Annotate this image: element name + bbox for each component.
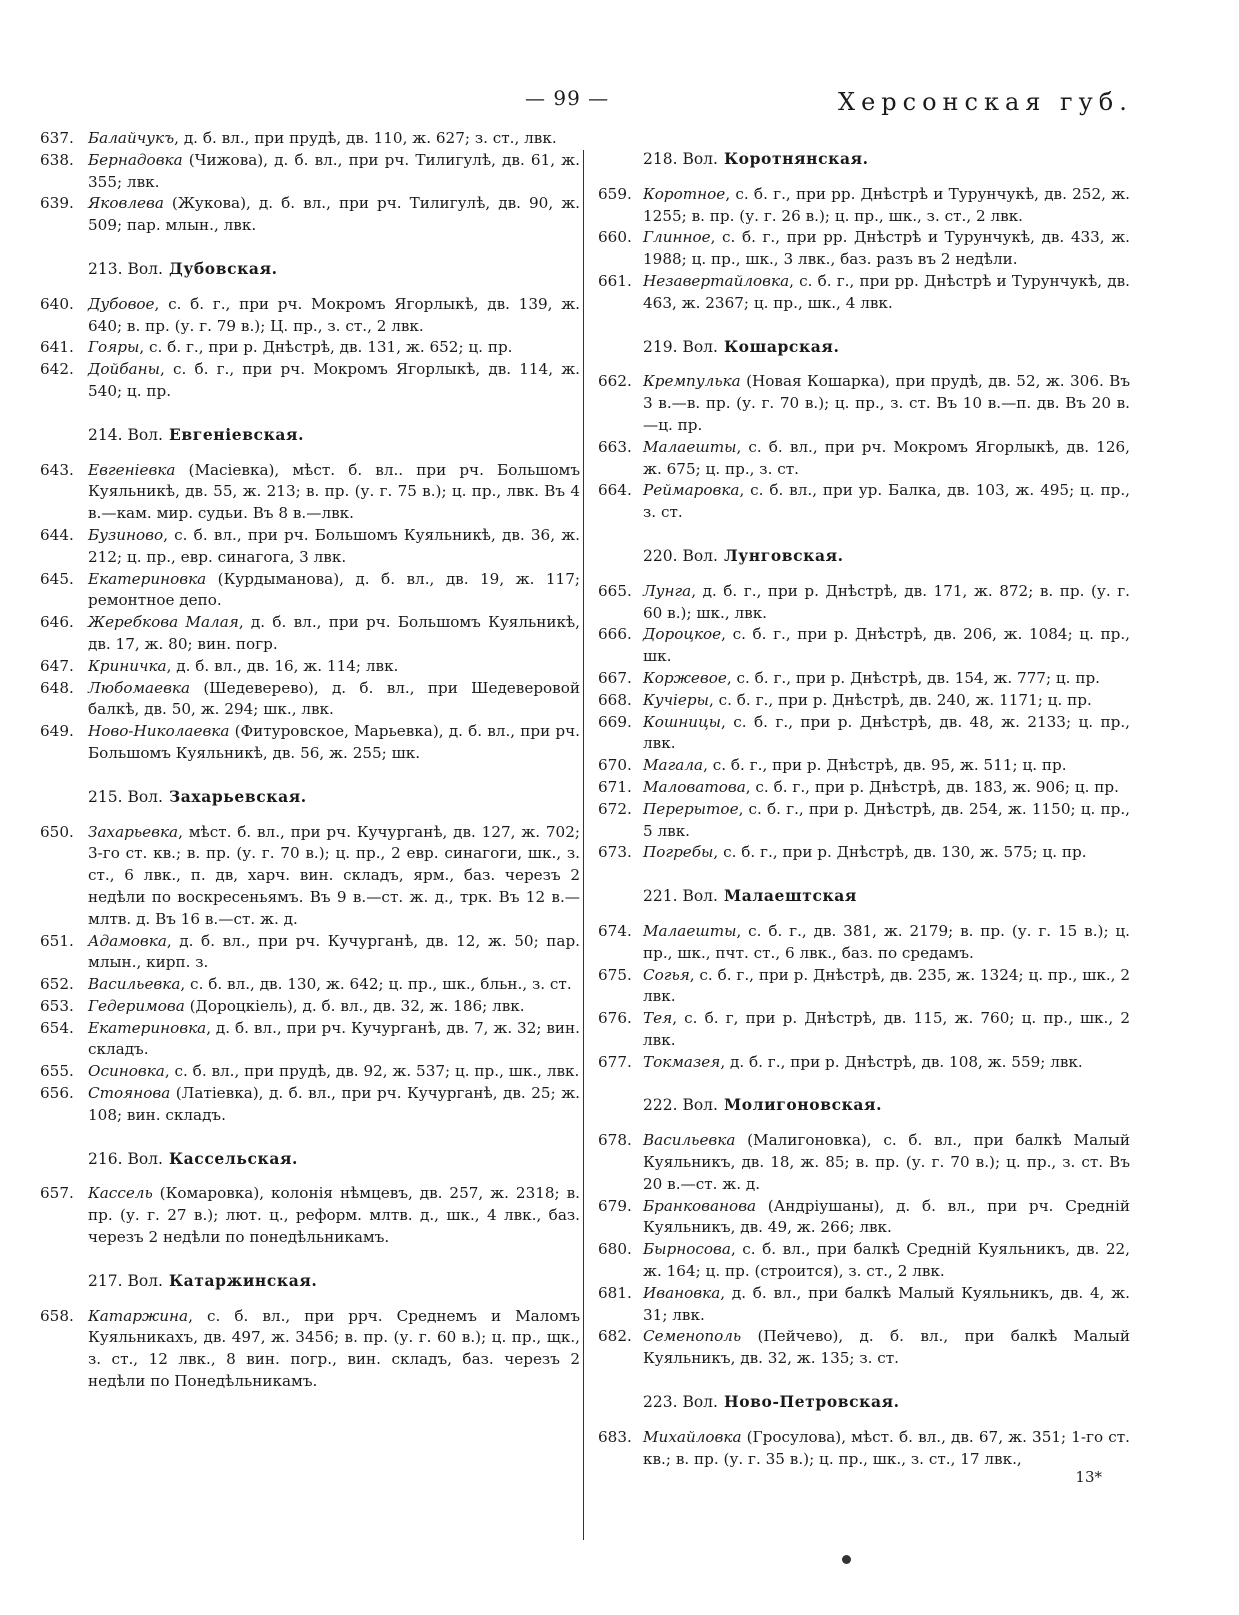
entry-name: Магала: [643, 756, 704, 775]
entry-number: 650.: [40, 822, 74, 841]
entry-text: (Шедеверево), д. б. вл., при Шедеверовой балкѣ, дв. 50, ж. 294; шк., лвк.: [88, 678, 580, 719]
section-number: 223.: [643, 1393, 678, 1412]
entry-number: 683.: [598, 1427, 632, 1446]
entry-name: Криничка: [88, 656, 167, 675]
gazetteer-entry: [598, 1196, 1130, 1240]
gazetteer-entry: [598, 690, 1130, 712]
entry-number: 646.: [40, 613, 74, 632]
section-prefix: Вол.: [682, 546, 718, 565]
section-number: 218.: [643, 150, 678, 168]
entry-text: , с. б. г., при рч. Мокромъ Ягорлыкѣ, дв. 114, ж. 540; ц. пр.: [88, 360, 580, 400]
entry-number: 665.: [598, 581, 632, 600]
gazetteer-entry: [598, 184, 1130, 228]
entry-text: (Масіевка), мѣст. б. вл.. при рч. Большомъ Куяльникѣ, дв. 55, ж. 213; в. пр. (у. г. 75 в.); ц. пр., лвк. Въ 4 в.—кам. мир. судьи. Въ 8 в.—лвк.: [88, 460, 580, 523]
gazetteer-entry: [598, 712, 1130, 756]
entry-number: 656.: [40, 1084, 74, 1103]
gazetteer-entry: [598, 227, 1130, 271]
left-column: [40, 128, 580, 1393]
entry-name: Любомаевка: [88, 678, 191, 697]
entry-text: (Дороцкіель), д. б. вл., дв. 32, ж. 186; лвк.: [184, 996, 525, 1015]
entry-text: , с. б. г., при р. Днѣстрѣ, дв. 240, ж. 1171; ц. пр.: [708, 690, 1092, 709]
section-number: 214.: [88, 425, 123, 444]
entry-text: (Андріушаны), д. б. вл., при рч. Средній Куяльникъ, дв. 49, ж. 266; лвк.: [643, 1196, 1130, 1237]
entry-text: , мѣст. б. вл., при рч. Кучурганѣ, дв. 127, ж. 702; 3-го ст. кв.; в. пр. (у. г. 70 в.); ц. пр., 2 евр. синагоги, шк., з. ст., 6 лвк., п. дв, харч. вин. складъ, ярм., баз. черезъ 2 недѣли по воскресеньямъ. Въ 9 в.—ст. ж. д., трк. Въ 12 в.—млтв. д. Въ 16 в.—ст. ж. д.: [88, 822, 580, 928]
entry-name: Захарьевка: [88, 822, 179, 841]
section-name: Кошарская.: [723, 336, 840, 356]
entry-text: , с. б. г, при р. Днѣстрѣ, дв. 115, ж. 760; ц. пр., шк., 2 лвк.: [643, 1009, 1130, 1049]
entry-name: Малаешты: [643, 437, 737, 456]
entry-number: 651.: [40, 931, 74, 950]
entry-name: Незавертайловка: [643, 271, 790, 290]
entry-number: 644.: [40, 525, 74, 544]
entry-name: Тея: [643, 1009, 673, 1028]
entry-text: , с. б. г., при р. Днѣстрѣ, дв. 130, ж. 575; ц. пр.: [713, 843, 1087, 862]
entry-name: Балайчукъ: [88, 129, 175, 147]
entry-name: Бырносова: [643, 1240, 731, 1259]
entry-name: Екатериновка: [88, 1018, 207, 1037]
entry-name: Васильевка: [88, 975, 181, 994]
entry-number: 681.: [598, 1283, 632, 1302]
entry-name: Жеребкова Малая: [88, 613, 239, 632]
section-name: Коротнянская.: [723, 149, 869, 168]
entry-text: (Новая Кошарка), при прудѣ, дв. 52, ж. 306. Въ 3 в.—в. пр. (у. г. 70 в.); ц. пр., з. ст. Въ 10 в.—п. дв. Въ 20 в.—ц. пр.: [643, 372, 1130, 434]
entry-number: 637.: [40, 129, 74, 147]
entry-name: Дойбаны: [88, 360, 160, 379]
entry-name: Бранкованова: [643, 1196, 757, 1215]
entry-text: , с. б. г., при р. Днѣстрѣ, дв. 254, ж. 1150; ц. пр., 5 лвк.: [643, 799, 1130, 840]
section-name: Малаештская: [723, 886, 857, 906]
entry-text: , д. б. г., при р. Днѣстрѣ, дв. 171, ж. 872; в. пр. (у. г. 60 в.); шк., лвк.: [643, 581, 1130, 622]
entry-number: 664.: [598, 481, 632, 500]
entry-number: 648.: [40, 678, 74, 697]
entry-number: 659.: [598, 184, 632, 203]
section-prefix: Вол.: [127, 787, 163, 806]
entry-text: , д. б. вл., при рч. Кучурганѣ, дв. 12, ж. 50; пар. млын., кирп. з.: [88, 931, 580, 972]
entry-name: Кремпулька: [643, 372, 741, 391]
gazetteer-entry: [40, 128, 580, 150]
entry-number: 641.: [40, 338, 74, 357]
entry-text: , д. б. вл., при рч. Большомъ Куяльникѣ, дв. 17, ж. 80; вин. погр.: [88, 613, 580, 653]
entry-text: , с. б. г., при рч. Мокромъ Ягорлыкѣ, дв. 139, ж. 640; в. пр. (у. г. 79 в.); Ц. пр., з. ст., 2 лвк.: [88, 294, 580, 335]
section-name: Кассельская.: [168, 1148, 299, 1168]
section-number: 221.: [643, 887, 678, 906]
entry-number: 679.: [598, 1196, 632, 1215]
signature-mark: 13*: [1075, 1468, 1102, 1487]
gazetteer-entry: [598, 921, 1130, 965]
gazetteer-entry: [598, 965, 1130, 1009]
entry-name: Коротное: [643, 184, 726, 203]
section-prefix: Вол.: [127, 259, 163, 278]
entry-text: (Жукова), д. б. вл., при рч. Тилигулѣ, дв. 90, ж. 509; пар. млын., лвк.: [88, 194, 580, 235]
entry-name: Семенополь: [643, 1327, 742, 1346]
gazetteer-entry: [598, 480, 1130, 524]
entry-text: (Чижова), д. б. вл., при рч. Тилигулѣ, дв. 61, ж. 355; лвк.: [88, 150, 580, 191]
entry-name: Кошницы: [643, 712, 722, 731]
gazetteer-entry: [40, 294, 580, 338]
entry-number: 680.: [598, 1240, 632, 1259]
section-heading: [88, 424, 580, 447]
section-number: 217.: [88, 1271, 123, 1290]
section-prefix: Вол.: [682, 150, 718, 168]
entry-name: Маловатова: [643, 777, 746, 796]
gazetteer-entry: [40, 931, 580, 975]
entry-text: , с. б. г., при р. Днѣстрѣ, дв. 154, ж. 777; ц. пр.: [726, 668, 1100, 687]
gazetteer-entry: [598, 755, 1130, 777]
section-number: 216.: [88, 1149, 123, 1168]
gazetteer-entry: [40, 822, 580, 931]
entry-text: (Латіевка), д. б. вл., при рч. Кучурганѣ, дв. 25; ж. 108; вин. складъ.: [88, 1084, 580, 1124]
entry-number: 678.: [598, 1131, 632, 1150]
gazetteer-entry: [598, 624, 1130, 668]
entry-number: 671.: [598, 777, 632, 796]
entry-name: Бузиново: [88, 525, 164, 544]
entry-text: , д. б. вл., при прудѣ, дв. 110, ж. 627; з. ст., лвк.: [174, 129, 557, 147]
entry-number: 672.: [598, 799, 632, 818]
section-prefix: Вол.: [127, 1271, 163, 1290]
entry-text: , с. б. г., при р. Днѣстрѣ, дв. 183, ж. 906; ц. пр.: [745, 777, 1119, 796]
entry-number: 645.: [40, 569, 74, 588]
section-heading: [643, 336, 1130, 359]
gazetteer-entry: [598, 1239, 1130, 1283]
entry-text: , с. б. вл., при балкѣ Средній Куяльникъ, дв. 22, ж. 164; ц. пр. (строится), з. ст., 2 лвк.: [643, 1240, 1130, 1281]
entry-number: 673.: [598, 843, 632, 862]
entry-name: Яковлева: [88, 194, 164, 213]
entry-number: 638.: [40, 150, 74, 169]
gazetteer-entry: [598, 1283, 1130, 1327]
entry-text: , д. б. вл., дв. 16, ж. 114; лвк.: [166, 656, 399, 675]
entry-name: Перерытое: [643, 799, 739, 818]
entry-name: Корж​евое: [643, 668, 727, 687]
gazetteer-entry: [40, 1083, 580, 1127]
section-heading: [643, 545, 1130, 568]
entry-number: 677.: [598, 1052, 632, 1071]
entry-name: Дороцкое: [643, 625, 722, 644]
entry-text: , с. б. г., при р. Днѣстрѣ, дв. 235, ж. 1324; ц. пр., шк., 2 лвк.: [643, 965, 1130, 1006]
gazetteer-entry: [598, 1427, 1130, 1471]
section-prefix: Вол.: [682, 337, 718, 356]
page-title: Херсонская губ.: [838, 88, 1133, 116]
gazetteer-entry: [598, 1052, 1130, 1074]
entry-name: Кассель: [88, 1184, 153, 1203]
entry-name: Екатериновка: [88, 569, 207, 588]
section-prefix: Вол.: [127, 425, 163, 444]
gazetteer-entry: [598, 799, 1130, 843]
entry-text: , с. б. г., при р. Днѣстрѣ, дв. 95, ж. 511; ц. пр.: [703, 756, 1067, 775]
section-name: Катаржинская.: [168, 1270, 318, 1290]
gazetteer-entry: [598, 777, 1130, 799]
gazetteer-entry: [40, 656, 580, 678]
entry-name: Ивановка: [643, 1283, 721, 1302]
section-prefix: Вол.: [682, 887, 718, 906]
entry-text: (Гросулова), мѣст. б. вл., дв. 67, ж. 351; 1-го ст. кв.; в. пр. (у. г. 35 в.); ц. пр., шк., з. ст., 17 лвк.,: [643, 1427, 1130, 1468]
entry-name: Адамовка: [88, 931, 167, 950]
section-number: 222.: [643, 1096, 678, 1115]
entry-number: 670.: [598, 756, 632, 775]
gazetteer-entry: [598, 437, 1130, 481]
entry-number: 639.: [40, 194, 74, 213]
section-number: 215.: [88, 787, 123, 806]
entry-name: Реймаровка: [643, 481, 740, 500]
entry-number: 657.: [40, 1184, 74, 1203]
entry-text: (Фитуровское, Марьевка), д. б. вл., при рч. Большомъ Куяльникѣ, дв. 56, ж. 255; шк.: [88, 722, 580, 762]
section-name: Лунговская.: [723, 545, 844, 565]
gazetteer-entry: [40, 1061, 580, 1083]
gazetteer-entry: [40, 460, 580, 525]
entry-number: 663.: [598, 437, 632, 456]
section-number: 219.: [643, 337, 678, 356]
entry-text: , д. б. вл., при рч. Кучурганѣ, дв. 7, ж. 32; вин. складъ.: [88, 1018, 580, 1059]
gazetteer-entry: [598, 581, 1130, 625]
ink-dot: [842, 1555, 851, 1564]
section-heading: [88, 258, 580, 281]
gazetteer-entry: [598, 1008, 1130, 1052]
entry-name: Согья: [643, 965, 690, 984]
entry-number: 661.: [598, 271, 632, 290]
entry-name: Ново-Николаевка: [88, 722, 230, 741]
section-prefix: Вол.: [127, 1149, 163, 1168]
section-name: Захарьевская.: [168, 786, 307, 806]
entry-name: Глинное: [643, 228, 711, 247]
entry-name: Кучіеры: [643, 690, 709, 709]
gazetteer-entry: [40, 1306, 580, 1393]
entry-number: 667.: [598, 668, 632, 687]
entry-number: 669.: [598, 712, 632, 731]
entry-text: , с. б. вл., при ррч. Среднемъ и Маломъ Куяльникахъ, дв. 497, ж. 3456; в. пр. (у. г. 60 в.); ц. пр., щк., з. ст., 12 лвк., 8 вин. погр., вин. складъ, баз. черезъ 2 недѣли по Понедѣльникамъ.: [88, 1306, 580, 1391]
entry-number: 660.: [598, 228, 632, 247]
gazetteer-entry: [598, 371, 1130, 436]
entry-name: Погребы: [643, 843, 714, 862]
entry-number: 662.: [598, 372, 632, 391]
section-heading: [88, 1270, 580, 1293]
entry-number: 653.: [40, 996, 74, 1015]
entry-number: 668.: [598, 690, 632, 709]
entry-number: 666.: [598, 625, 632, 644]
section-number: 213.: [88, 259, 123, 278]
gazetteer-entry: [40, 569, 580, 613]
gazetteer-entry: [40, 359, 580, 403]
gazetteer-entry: [598, 668, 1130, 690]
section-heading: [643, 1391, 1130, 1414]
section-heading: [643, 1094, 1130, 1117]
entry-text: , с. б. г., при рр. Днѣстрѣ и Турунчукѣ, дв. 433, ж. 1988; ц. пр., шк., 3 лвк., баз. разъ въ 2 недѣли.: [643, 228, 1130, 269]
gazetteer-entry: [40, 721, 580, 765]
section-heading: [88, 786, 580, 809]
entry-text: , д. б. вл., при балкѣ Малый Куяльникъ, дв. 4, ж. 31; лвк.: [643, 1283, 1130, 1324]
entry-text: , с. б. г., при р. Днѣстрѣ, дв. 206, ж. 1084; ц. пр., шк.: [643, 625, 1130, 666]
entry-text: (Курдыманова), д. б. вл., дв. 19, ж. 117; ремонтное депо.: [88, 569, 580, 610]
gazetteer-entry: [40, 193, 580, 237]
entry-name: Малаешты: [643, 921, 737, 940]
section-name: Евгеніевская.: [168, 424, 305, 444]
entry-name: Стоянова: [88, 1084, 171, 1103]
entry-number: 655.: [40, 1062, 74, 1081]
gazetteer-entry: [40, 612, 580, 656]
gazetteer-entry: [40, 996, 580, 1018]
right-column: [598, 128, 1130, 1487]
gazetteer-entry: [40, 974, 580, 996]
entry-number: 642.: [40, 360, 74, 379]
entry-text: , с. б. г., при р. Днѣстрѣ, дв. 48, ж. 2133; ц. пр., лвк.: [643, 712, 1130, 753]
entry-name: Васильевка: [643, 1131, 736, 1150]
column-divider: [583, 150, 584, 1540]
entry-name: Бернадовка: [88, 150, 183, 169]
section-number: 220.: [643, 546, 678, 565]
gazetteer-entry: [598, 1130, 1130, 1195]
entry-number: 649.: [40, 722, 74, 741]
entry-number: 654.: [40, 1018, 74, 1037]
gazetteer-entry: [40, 678, 580, 722]
section-prefix: Вол.: [682, 1096, 718, 1115]
page-number: — 99 —: [525, 86, 610, 110]
entry-number: 647.: [40, 656, 74, 675]
gazetteer-entry: [40, 337, 580, 359]
gazetteer-entry: [598, 842, 1130, 864]
entry-text: (Малигоновка), с. б. вл., при балкѣ Малый Куяльникъ, дв. 18, ж. 85; в. пр. (у. г. 70 в.); ц. пр., з. ст. Въ 20 в.—ст. ж. д.: [643, 1131, 1130, 1193]
entry-name: Гояры: [88, 338, 140, 357]
section-name: Ново-Петровская.: [723, 1392, 900, 1412]
section-name: Дубовская.: [168, 258, 278, 278]
section-heading: [88, 1148, 580, 1171]
entry-number: 675.: [598, 965, 632, 984]
entry-number: 674.: [598, 921, 632, 940]
entry-name: Лунга: [643, 581, 692, 600]
entry-number: 658.: [40, 1306, 74, 1325]
entry-number: 643.: [40, 460, 74, 479]
entry-text: , с. б. вл., при рч. Большомъ Куяльникѣ, дв. 36, ж. 212; ц. пр., евр. синагога, 3 лвк.: [88, 525, 580, 566]
entry-text: , с. б. г., при рр. Днѣстрѣ и Турунчукѣ, дв. 252, ж. 1255; в. пр. (у. г. 26 в.); ц. пр., шк., з. ст., 2 лвк.: [643, 184, 1130, 225]
entry-text: , с. б. г., при рр. Днѣстрѣ и Турунчукѣ, дв. 463, ж. 2367; ц. пр., шк., 4 лвк.: [643, 271, 1130, 312]
entry-name: Евгеніевка: [88, 460, 176, 479]
entry-text: , с. б. вл., при ур. Балка, дв. 103, ж. 495; ц. пр., з. ст.: [643, 481, 1130, 522]
entry-number: 652.: [40, 975, 74, 994]
entry-text: , с. б. вл., при рч. Мокромъ Ягорлыкѣ, дв. 126, ж. 675; ц. пр., з. ст.: [643, 437, 1130, 478]
entry-name: Катаржина: [88, 1306, 189, 1325]
entry-name: Гедеримова: [88, 996, 185, 1015]
section-prefix: Вол.: [682, 1393, 718, 1412]
entry-number: 676.: [598, 1009, 632, 1028]
gazetteer-entry: [598, 1326, 1130, 1370]
entry-text: , с. б. г., при р. Днѣстрѣ, дв. 131, ж. 652; ц. пр.: [139, 338, 513, 357]
gazetteer-entry: [40, 150, 580, 194]
gazetteer-entry: [40, 1018, 580, 1062]
entry-text: (Комаровка), колонія нѣмцевъ, дв. 257, ж. 2318; в. пр. (у. г. 27 в.); лют. ц., реформ. млтв. д., шк., 4 лвк., баз. черезъ 2 недѣли по понедѣльникамъ.: [88, 1184, 580, 1247]
section-name: Молигоновская.: [723, 1095, 883, 1115]
entry-text: (Пейчево), д. б. вл., при балкѣ Малый Куяльникъ, дв. 32, ж. 135; з. ст.: [643, 1327, 1130, 1368]
entry-name: Токмазея: [643, 1052, 721, 1071]
entry-number: 640.: [40, 294, 74, 313]
entry-name: Михайловка: [643, 1427, 742, 1446]
entry-text: , с. б. вл., дв. 130, ж. 642; ц. пр., шк., бльн., з. ст.: [180, 975, 572, 994]
entry-text: , д. б. г., при р. Днѣстрѣ, дв. 108, ж. 559; лвк.: [720, 1052, 1083, 1071]
entry-text: , с. б. г., дв. 381, ж. 2179; в. пр. (у. г. 15 в.); ц. пр., шк., пчт. ст., 6 лвк., баз. по средамъ.: [643, 921, 1130, 962]
gazetteer-entry: [598, 271, 1130, 315]
entry-name: Дубовое: [88, 294, 155, 313]
gazetteer-entry: [40, 1183, 580, 1248]
gazetteer-entry: [40, 525, 580, 569]
entry-name: Осиновка: [88, 1062, 165, 1081]
section-heading: [643, 148, 1130, 171]
entry-text: , с. б. вл., при прудѣ, дв. 92, ж. 537; ц. пр., шк., лвк.: [164, 1062, 580, 1081]
section-heading: [643, 885, 1130, 908]
entry-number: 682.: [598, 1327, 632, 1346]
